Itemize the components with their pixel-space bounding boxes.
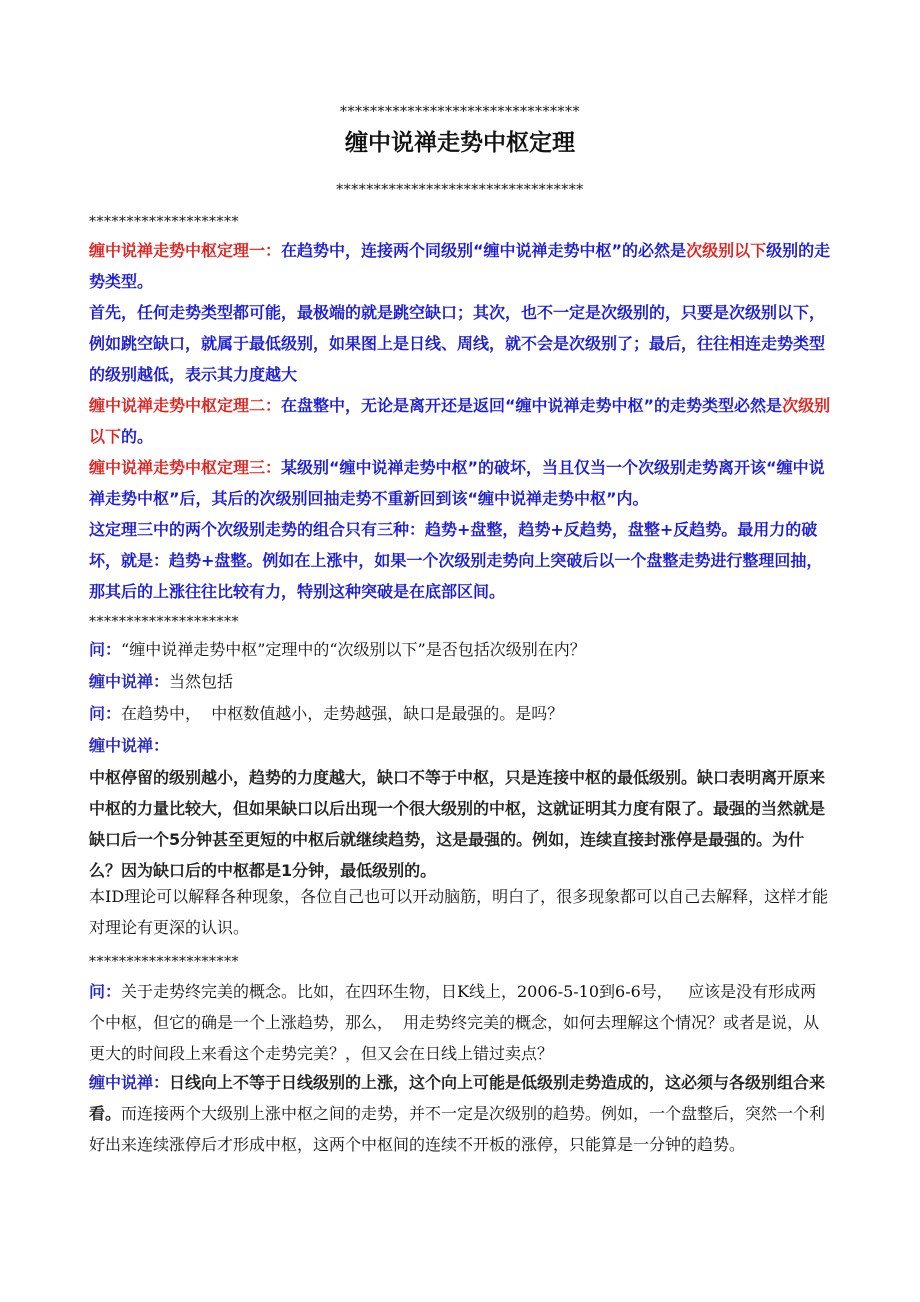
theorem-two-text-end: 的。	[121, 427, 154, 446]
theorem-three-text: 某级别“缠中说禅走势中枢”的破坏，当且仅当一个次级别走势离开该“缠中说禅走势中枢”后，其后的次级别回抽走势不重新回到该“缠中说禅走势中枢”内。	[89, 458, 825, 508]
answer-text: 当然包括	[169, 672, 234, 691]
answer-three	[89, 1067, 831, 1160]
answer-two-note: 本ID理论可以解释各种现象，各位自己也可以开动脑筋，明白了，很多现象都可以自己去解释，这样才能对理论有更深的认识。	[89, 887, 829, 937]
answer-two-label-line	[89, 730, 831, 761]
answer-one	[89, 666, 831, 697]
question-one	[89, 634, 831, 665]
theorem-one-explanation: 首先，任何走势类型都可能，最极端的就是跳空缺口；其次，也不一定是次级别的，只要是次级别以下，例如跳空缺口，就属于最低级别，如果图上是日线、周线，就不会是次级别了；最后，往往相连走势类型的级别越低，表示其力度越大	[89, 303, 826, 384]
theorem-three-explanation: 这定理三中的两个次级别走势的组合只有三种：趋势+盘整，趋势+反趋势，盘整+反趋势。最用力的破坏，就是：趋势+盘整。例如在上涨中，如果一个次级别走势向上突破后以一个盘整走势进行整理回抽，那其后的上涨往往比较有力，特别这种突破是在底部区间。	[89, 520, 823, 601]
answer-label: 缠中说禅：	[89, 1073, 170, 1092]
answer-label: 缠中说禅：	[89, 736, 170, 755]
theorem-one-text-end: 级别的走势类型。	[89, 241, 831, 291]
theorem-one	[89, 235, 831, 297]
theorem-two-highlight: 次级别以下	[89, 396, 831, 446]
section-separator: ********************	[89, 214, 239, 230]
question-text: “缠中说禅走势中枢”定理中的“次级别以下”是否包括次级别在内？	[121, 640, 586, 659]
theorem-three	[89, 452, 831, 514]
section-separator: ********************	[89, 954, 239, 970]
theorem-one-label: 缠中说禅走势中枢定理一：	[89, 241, 282, 260]
theorem-one-highlight: 次级别以下	[686, 241, 767, 260]
section-separator: ********************	[89, 614, 239, 630]
question-label: 问：	[89, 982, 122, 1001]
star-divider-top: ********************************	[340, 104, 580, 120]
theorem-two	[89, 390, 831, 452]
theorem-three-label: 缠中说禅走势中枢定理三：	[89, 458, 282, 477]
question-label: 问：	[89, 704, 122, 723]
question-text: 关于走势终完美的概念。比如，在四环生物，日K线上，2006-5-10到6-6号， 应该是没有形成两个中枢，但它的确是一个上涨趋势，那么， 用走势终完美的概念，如何去理解这个情况？或者是说，从更大的时间段上来看这个走势完美？，但又会在日线上错过卖点？	[89, 982, 820, 1063]
answer-label: 缠中说禅：	[89, 672, 170, 691]
question-text: 在趋势中， 中枢数值越小，走势越强，缺口是最强的。是吗？	[121, 704, 564, 723]
theorem-two-label: 缠中说禅走势中枢定理二：	[89, 396, 282, 415]
page-title: 缠中说禅走势中枢定理	[345, 130, 575, 156]
star-divider-bottom: *********************************	[336, 182, 584, 198]
question-three	[89, 976, 831, 1069]
answer-text: 而连接两个大级别上涨中枢之间的走势，并不一定是次级别的趋势。例如，一个盘整后，突然一个利好出来连续涨停后才形成中枢，这两个中枢间的连续不开板的涨停，只能算是一分钟的趋势。	[89, 1104, 826, 1154]
theorem-two-text: 在盘整中，无论是离开还是返回“缠中说禅走势中枢”的走势类型必然是	[281, 396, 783, 415]
answer-two-body: 中枢停留的级别越小，趋势的力度越大，缺口不等于中枢，只是连接中枢的最低级别。缺口表明离开原来中枢的力量比较大，但如果缺口以后出现一个很大级别的中枢，这就证明其力度有限了。最强的当然就是缺口后一个5分钟甚至更短的中枢后就继续趋势，这是最强的。例如，连续直接封涨停是最强的。为什么？因为缺口后的中枢都是1分钟，最低级别的。	[89, 768, 826, 880]
theorem-one-text: 在趋势中，连接两个同级别“缠中说禅走势中枢”的必然是	[281, 241, 687, 260]
question-two	[89, 698, 831, 729]
question-label: 问：	[89, 640, 122, 659]
answer-emphasis: 日线向上不等于日线级别的上涨，这个向上可能是低级别走势造成的，这必须与各级别组合来看。	[89, 1073, 826, 1123]
